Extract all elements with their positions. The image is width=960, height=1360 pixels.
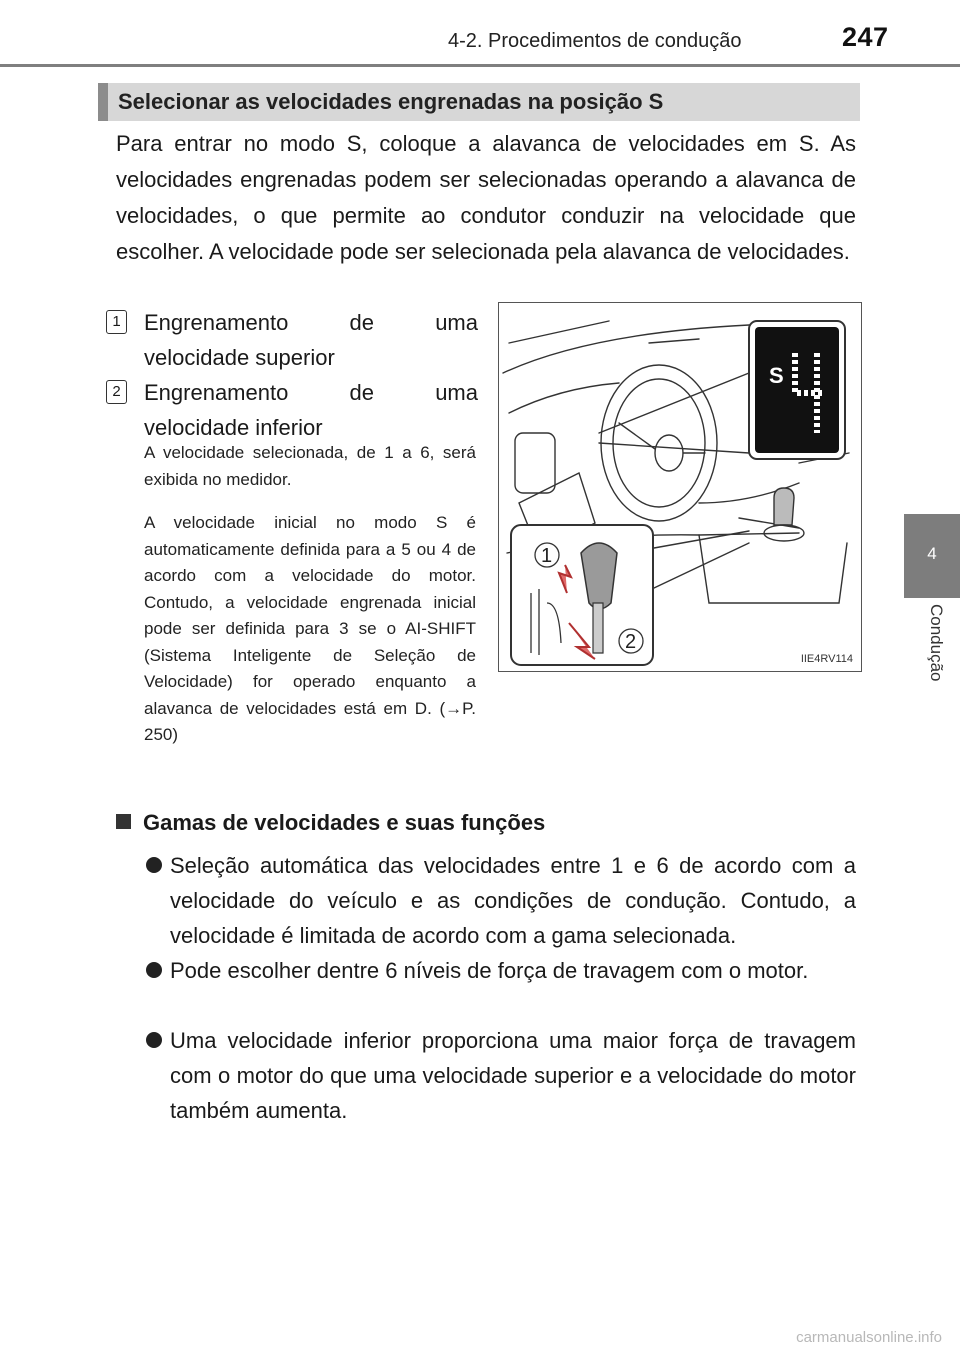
running-header-section: 4-2. Procedimentos de condução xyxy=(448,30,742,52)
ranges-heading xyxy=(116,810,545,836)
note-gear-display: A velocidade selecionada, de 1 a 6, será exibida no medidor. xyxy=(144,443,476,489)
header-rule xyxy=(0,64,960,67)
chapter-tab xyxy=(904,514,960,598)
page-number: 247 xyxy=(842,22,889,52)
range-bullet-1 xyxy=(146,848,856,953)
bullet-text: Uma velocidade inferior proporciona uma maior força de travagem com o motor do que uma velocidade superior e a velocidade do motor também aumenta. xyxy=(170,1028,856,1123)
section-heading-bar xyxy=(98,83,860,121)
step-downshift xyxy=(106,375,478,445)
note-initial-gear: A velocidade inicial no modo S é automaticamente definida para a 5 ou 4 de acordo com a velocidade do motor. Contudo, a velocidade engrenada inicial pode ser definida para 3 se o AI-SHIFT (Sistema Inteligente de Seleção de Velocidade) for operado enquanto a alavanca de velocidades está em D. (→P. 250) xyxy=(144,513,476,744)
shift-lever-illustration xyxy=(498,302,862,672)
bullet-text: Pode escolher dentre 6 níveis de força de travagem com o motor. xyxy=(170,958,809,983)
section-title: Selecionar as velocidades engrenadas na posição S xyxy=(118,89,664,114)
step-text: Engrenamento de uma velocidade superior xyxy=(144,310,478,370)
bullet-dot-icon xyxy=(146,962,162,978)
step-number: 2 xyxy=(106,380,127,404)
display-mode-text: S xyxy=(769,363,784,388)
range-bullet-2 xyxy=(146,953,856,988)
bullet-text: Seleção automática das velocidades entre 1 e 6 de acordo com a velocidade do veículo e as condições de condução. Contudo, a velocidade é limitada de acordo com a gama selecionada. xyxy=(170,853,856,948)
step-number: 1 xyxy=(106,310,127,334)
steering-wheel-outer xyxy=(601,365,717,521)
bullet-dot-icon xyxy=(146,1032,162,1048)
callout-2: 2 xyxy=(625,631,637,653)
dash-top-line xyxy=(503,325,749,373)
windshield-line xyxy=(509,321,609,343)
range-bullet-3 xyxy=(146,1023,856,1128)
steering-wheel-inner xyxy=(613,379,705,507)
bullet-dot-icon xyxy=(146,857,162,873)
chapter-number: 4 xyxy=(927,544,937,563)
square-bullet-icon xyxy=(116,814,131,829)
callout-1: 1 xyxy=(541,545,553,567)
figure-id: IIE4RV114 xyxy=(800,653,853,665)
step-upshift xyxy=(106,305,478,375)
step-text: Engrenamento de uma velocidade inferior xyxy=(144,380,478,440)
intro-paragraph: Para entrar no modo S, coloque a alavanca de velocidades em S. As velocidades engrenadas podem ser selecionadas operando a alavanca de velocidades, o que permite ao condutor conduzir na velocidade que escolher. A velocidade pode ser selecionada pela alavanca de velocidades. xyxy=(116,131,856,264)
watermark: carmanualsonline.info xyxy=(796,1329,942,1346)
cockpit-drawing xyxy=(499,303,861,671)
steering-hub xyxy=(655,435,683,471)
ranges-heading-text: Gamas de velocidades e suas funções xyxy=(143,810,546,835)
chapter-label: Condução xyxy=(927,604,946,682)
